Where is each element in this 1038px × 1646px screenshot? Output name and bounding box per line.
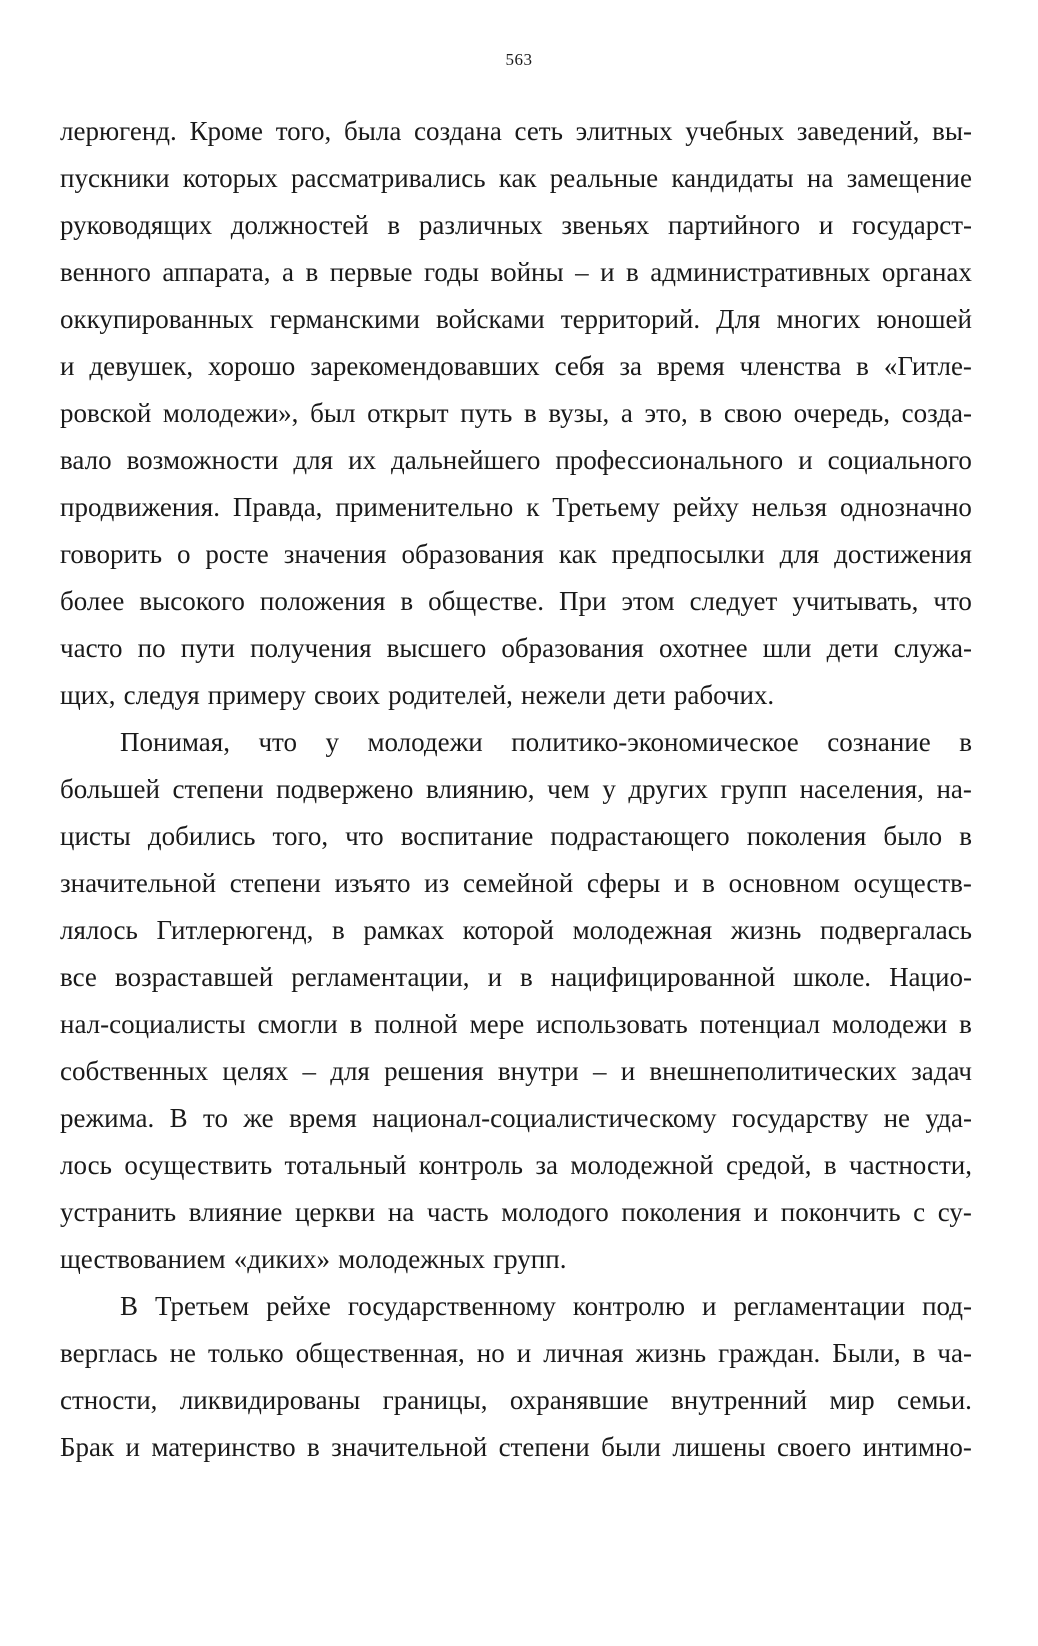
text-line: вало возможности для их дальнейшего профессионального и социального (60, 445, 972, 475)
text-line: цисты добились того, что воспитание подрастающего поколения было в (60, 821, 972, 851)
text-line: лось осуществить тотальный контроль за молодежной средой, в частности, (60, 1150, 972, 1180)
text-line: собственных целях – для решения внутри – и внешнеполитических задач (60, 1056, 972, 1086)
text-line: руководящих должностей в различных звеньях партийного и государст- (60, 210, 972, 240)
text-line: режима. В то же время национал-социалистическому государству не уда- (60, 1103, 972, 1133)
text-line: пускники которых рассматривались как реальные кандидаты на замещение (60, 163, 972, 193)
text-line: Брак и материнство в значительной степени были лишены своего интимно- (60, 1432, 972, 1462)
text-line: стности, ликвидированы границы, охранявшие внутренний мир семьи. (60, 1385, 972, 1415)
text-line: В Третьем рейхе государственному контролю и регламентации под- (120, 1291, 972, 1321)
text-line: Понимая, что у молодежи политико-экономическое сознание в (120, 727, 972, 757)
text-line: нал-социалисты смогли в полной мере использовать потенциал молодежи в (60, 1009, 972, 1039)
text-line: устранить влияние церкви на часть молодого поколения и покончить с су- (60, 1197, 972, 1227)
text-line: щих, следуя примеру своих родителей, нежели дети рабочих. (60, 680, 775, 710)
text-line: оккупированных германскими войсками территорий. Для многих юношей (60, 304, 972, 334)
text-line: значительной степени изъято из семейной сферы и в основном осуществ- (60, 868, 972, 898)
text-line: лерюгенд. Кроме того, была создана сеть элитных учебных заведений, вы- (60, 116, 972, 146)
page-number: 563 (505, 50, 533, 69)
text-line: венного аппарата, а в первые годы войны – и в административных органах (60, 257, 972, 287)
text-line: все возраставшей регламентации, и в нацифицированной школе. Нацио- (60, 962, 972, 992)
text-line: и девушек, хорошо зарекомендовавших себя за время членства в «Гитле- (60, 351, 972, 381)
body-text (60, 108, 972, 1471)
text-line: часто по пути получения высшего образования охотнее шли дети служа- (60, 633, 972, 663)
text-line: ровской молодежи», был открыт путь в вузы, а это, в свою очередь, созда- (60, 398, 972, 428)
text-line: говорить о росте значения образования как предпосылки для достижения (60, 539, 972, 569)
text-line: более высокого положения в обществе. При этом следует учитывать, что (60, 586, 972, 616)
text-line: верглась не только общественная, но и личная жизнь граждан. Были, в ча- (60, 1338, 972, 1368)
text-line: лялось Гитлерюгенд, в рамках которой молодежная жизнь подвергалась (60, 915, 972, 945)
text-line: ществованием «диких» молодежных групп. (60, 1244, 567, 1274)
text-line: продвижения. Правда, применительно к Третьему рейху нельзя однозначно (60, 492, 972, 522)
text-line: большей степени подвержено влиянию, чем у других групп населения, на- (60, 774, 972, 804)
